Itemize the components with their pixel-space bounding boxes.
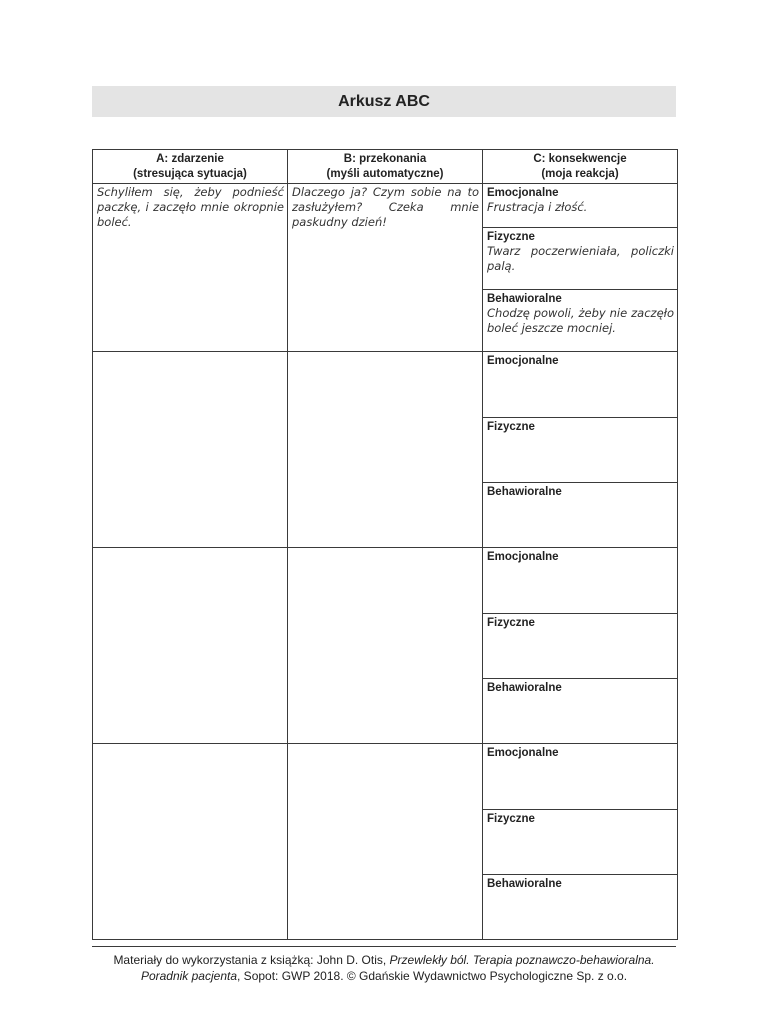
- physical-section[interactable]: [483, 418, 677, 483]
- consequences-cell: [483, 548, 678, 744]
- belief-text: Dlaczego ja? Czym sobie na to zasłużyłem? Czeka mnie paskudny dzień!: [292, 185, 479, 229]
- header-a-subtitle: (stresująca sytuacja): [133, 167, 247, 180]
- footer-book-subtitle: Poradnik pacjenta: [140, 969, 238, 983]
- header-c: [483, 150, 678, 184]
- behavioral-label: Behawioralne: [487, 293, 562, 305]
- footer-divider: [92, 946, 676, 947]
- physical-label: Fizyczne: [487, 813, 535, 825]
- abc-worksheet-table: [92, 149, 678, 940]
- physical-section[interactable]: [483, 228, 677, 290]
- footer-text-start: Materiały do wykorzystania z książką: John D. Otis,: [113, 953, 390, 967]
- event-cell[interactable]: [93, 184, 288, 352]
- event-cell[interactable]: [93, 352, 288, 548]
- header-b: [288, 150, 483, 184]
- header-b-title: B: przekonania: [343, 152, 427, 165]
- consequences-cell: [483, 744, 678, 940]
- emotional-section[interactable]: [483, 744, 677, 810]
- behavioral-section[interactable]: [483, 290, 677, 351]
- belief-cell[interactable]: [288, 352, 483, 548]
- emotional-text: Frustracja i złość.: [487, 200, 588, 214]
- physical-label: Fizyczne: [487, 231, 535, 243]
- consequences-cell: [483, 352, 678, 548]
- event-cell[interactable]: [93, 548, 288, 744]
- consequences-cell: [483, 184, 678, 352]
- belief-cell[interactable]: [288, 184, 483, 352]
- table-row: [93, 744, 678, 940]
- behavioral-label: Behawioralne: [487, 682, 562, 694]
- belief-cell[interactable]: [288, 548, 483, 744]
- table-row: [93, 352, 678, 548]
- emotional-section[interactable]: [483, 352, 677, 418]
- header-a-title: A: zdarzenie: [156, 152, 224, 165]
- belief-cell[interactable]: [288, 744, 483, 940]
- physical-label: Fizyczne: [487, 421, 535, 433]
- emotional-label: Emocjonalne: [487, 747, 559, 759]
- behavioral-section[interactable]: [483, 483, 677, 547]
- emotional-label: Emocjonalne: [487, 355, 559, 367]
- footer-text-end: , Sopot: GWP 2018. © Gdańskie Wydawnictwo Psychologiczne Sp. z o.o.: [237, 969, 628, 983]
- title-bar: [92, 86, 676, 117]
- header-a: [93, 150, 288, 184]
- header-c-subtitle: (moja reakcja): [541, 167, 619, 180]
- event-cell[interactable]: [93, 744, 288, 940]
- physical-label: Fizyczne: [487, 617, 535, 629]
- physical-section[interactable]: [483, 614, 677, 679]
- emotional-section[interactable]: [483, 184, 677, 228]
- footer-citation: [92, 952, 676, 984]
- emotional-label: Emocjonalne: [487, 187, 559, 199]
- header-c-title: C: konsekwencje: [533, 152, 627, 165]
- table-row: [93, 548, 678, 744]
- behavioral-text: Chodzę powoli, żeby nie zaczęło boleć jeszcze mocniej.: [487, 306, 674, 335]
- emotional-label: Emocjonalne: [487, 551, 559, 563]
- behavioral-label: Behawioralne: [487, 486, 562, 498]
- behavioral-label: Behawioralne: [487, 878, 562, 890]
- header-b-subtitle: (myśli automatyczne): [326, 167, 444, 180]
- physical-section[interactable]: [483, 810, 677, 875]
- behavioral-section[interactable]: [483, 679, 677, 743]
- event-text: Schyliłem się, żeby podnieść paczkę, i zaczęło mnie okropnie boleć.: [97, 185, 284, 229]
- page-title: Arkusz ABC: [338, 92, 430, 110]
- table-row-example: [93, 184, 678, 352]
- footer-book-title: Przewlekły ból. Terapia poznawczo-behawioralna.: [389, 953, 655, 967]
- table-header-row: [93, 150, 678, 184]
- emotional-section[interactable]: [483, 548, 677, 614]
- behavioral-section[interactable]: [483, 875, 677, 939]
- physical-text: Twarz poczerwieniała, policzki palą.: [487, 244, 674, 273]
